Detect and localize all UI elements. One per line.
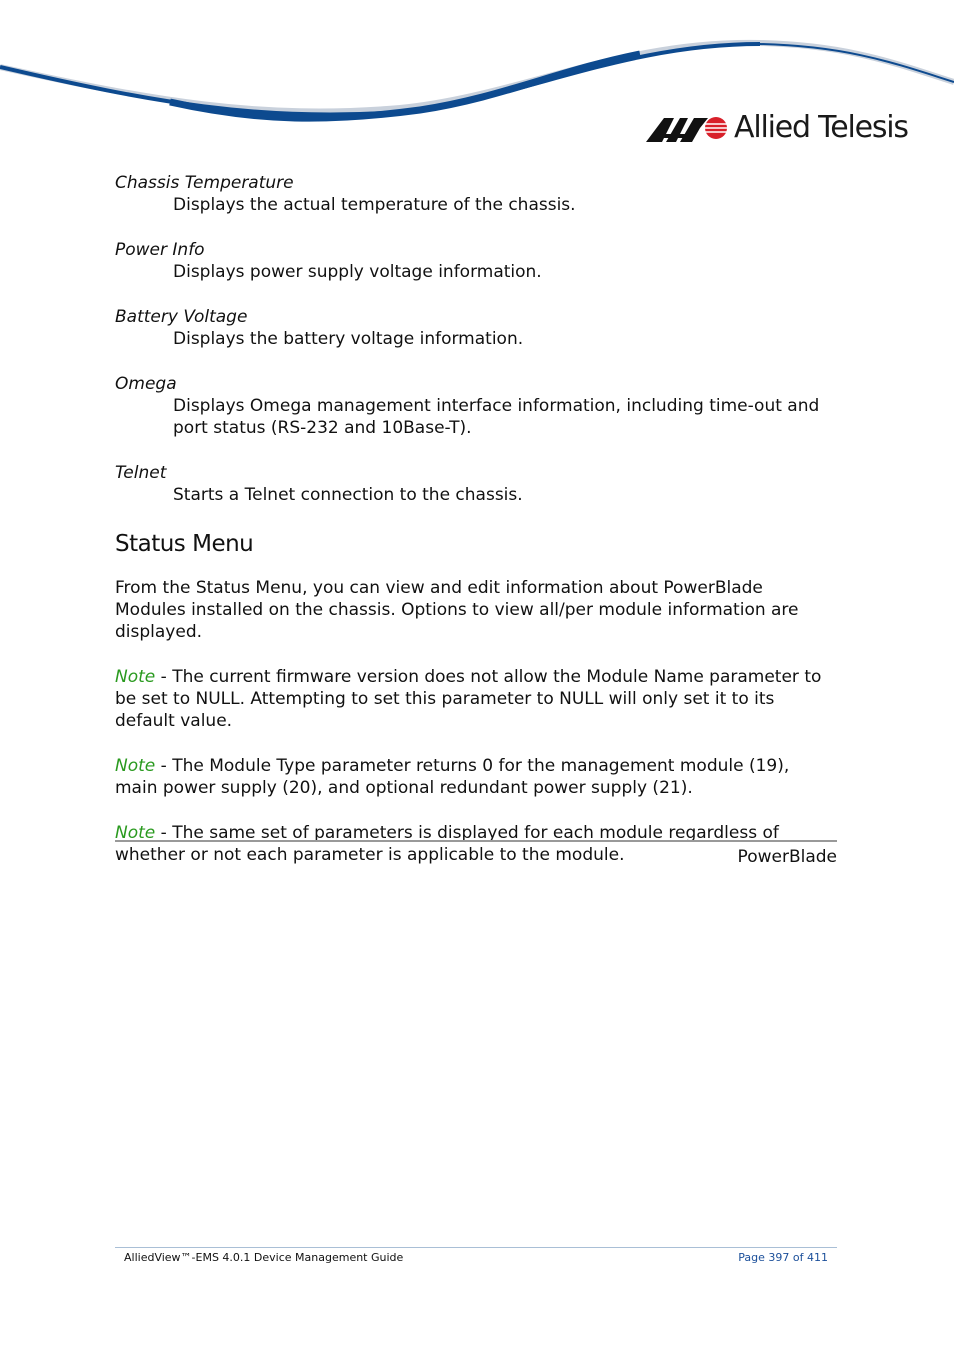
note-label: Note bbox=[115, 823, 156, 843]
allied-telesis-logo bbox=[646, 108, 908, 148]
allied-telesis-mark-icon bbox=[646, 114, 728, 142]
definition-description: Displays power supply voltage information. bbox=[173, 262, 542, 282]
section-intro: From the Status Menu, you can view and edit information about PowerBlade Modules installed on the chassis. Options to view all/per module information are displayed. bbox=[115, 578, 799, 642]
definition-term: Battery Voltage bbox=[115, 307, 248, 327]
note-paragraph bbox=[115, 822, 837, 866]
section-heading: Status Menu bbox=[115, 531, 254, 557]
definition-entry bbox=[115, 172, 837, 216]
footer-document-title: AlliedView™-EMS 4.0.1 Device Management Guide bbox=[124, 1251, 404, 1264]
logo-text: Allied Telesis bbox=[734, 110, 908, 145]
definition-entry bbox=[115, 239, 837, 283]
note-text: - The current firmware version does not allow the Module Name parameter to be set to NULL. Attempting to set this parameter to NULL will only set it to its default value. bbox=[115, 667, 822, 731]
note-label: Note bbox=[115, 756, 156, 776]
note-paragraph bbox=[115, 755, 837, 799]
definition-entry bbox=[115, 462, 837, 506]
note-text: - The same set of parameters is displayed for each module regardless of whether or not each parameter is applicable to the module. bbox=[115, 823, 779, 865]
section-divider bbox=[115, 840, 837, 842]
definition-term: Telnet bbox=[115, 463, 167, 483]
definition-description: Displays the actual temperature of the chassis. bbox=[173, 195, 576, 215]
footer-rule bbox=[115, 1247, 837, 1248]
definition-term: Omega bbox=[115, 374, 177, 394]
definition-description: Starts a Telnet connection to the chassis. bbox=[173, 485, 523, 505]
footer-page-number: Page 397 of 411 bbox=[738, 1251, 828, 1264]
note-label: Note bbox=[115, 667, 156, 687]
definition-description: Displays Omega management interface information, including time-out and port status (RS-232 and 10Base-T). bbox=[173, 396, 820, 438]
definition-entry bbox=[115, 373, 837, 439]
note-text: - The Module Type parameter returns 0 for the management module (19), main power supply (20), and optional redundant power supply (21). bbox=[115, 756, 790, 798]
definition-term: Chassis Temperature bbox=[115, 173, 294, 193]
running-title: PowerBlade bbox=[737, 847, 837, 867]
note-paragraph bbox=[115, 666, 837, 732]
definition-term: Power Info bbox=[115, 240, 205, 260]
definition-description: Displays the battery voltage information. bbox=[173, 329, 524, 349]
document-body bbox=[115, 172, 837, 889]
definition-entry bbox=[115, 306, 837, 350]
